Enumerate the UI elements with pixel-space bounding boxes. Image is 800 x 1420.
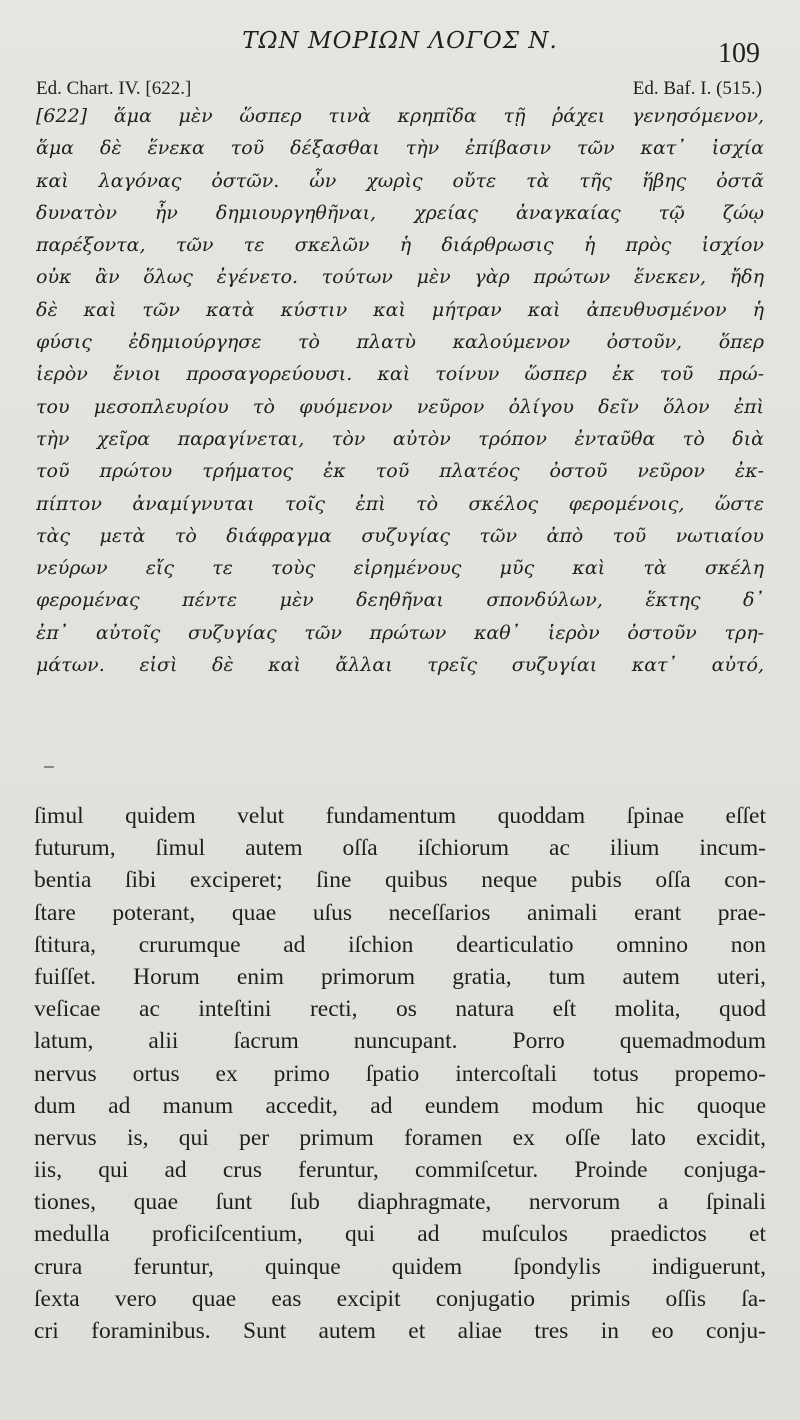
greek-text-line: οὐκ ἂν ὅλως ἐγένετο. τούτων μὲν γὰρ πρώτων ἕνεκεν, ἤδη: [36, 266, 764, 289]
greek-text-line: πίπτον ἀναμίγνυται τοῖς ἐπὶ τὸ σκέλος φερομένοις, ὥστε: [36, 492, 764, 515]
latin-text-line: fuiſſet. Horum enim primorum gratia, tum autem uteri,: [34, 963, 766, 990]
latin-text-line: bentia ſibi exciperet; ſine quibus neque pubis oſſa con-: [34, 867, 766, 894]
greek-text-line: τοῦ πρώτου τρήματος ἐκ τοῦ πλατέος ὀστοῦ νεῦρον ἐκ-: [36, 460, 764, 483]
greek-text-line: μάτων. εἰσὶ δὲ καὶ ἄλλαι τρεῖς συζυγίαι κατ᾽ αὐτό,: [36, 654, 764, 677]
latin-text-line: ſtitura, crurumque ad iſchion dearticulatio omnino non: [34, 931, 766, 958]
latin-text-line: medulla proficiſcentium, qui ad muſculos praedictos et: [34, 1221, 766, 1248]
latin-text-line: veſicae ac inteſtini recti, os natura eſt molita, quod: [34, 996, 766, 1023]
latin-text-line: dum ad manum accedit, ad eundem modum hic quoque: [34, 1092, 766, 1119]
latin-text-line: tiones, quae ſunt ſub diaphragmate, nervorum a ſpinali: [34, 1189, 766, 1216]
greek-text-line: τὴν χεῖρα παραγίνεται, τὸν αὐτὸν τρόπον ἐνταῦθα τὸ διὰ: [36, 427, 764, 450]
greek-text-line: καὶ λαγόνας ὀστῶν. ὧν χωρὶς οὔτε τὰ τῆς ἥβης ὀστᾶ: [36, 169, 764, 192]
latin-text-line: latum, alii ſacrum nuncupant. Porro quemadmodum: [34, 1028, 766, 1055]
greek-text-line: φύσις ἐδημιούργησε τὸ πλατὺ καλούμενον ὀστοῦν, ὅπερ: [36, 331, 764, 354]
greek-text-line: [622] ἅμα μὲν ὥσπερ τινὰ κρηπῖδα τῇ ῥάχει γενησόμενον,: [36, 105, 764, 127]
greek-text-line: ἱερὸν ἔνιοι προσαγορεύουσι. καὶ τοίνυν ὥσπερ ἐκ τοῦ πρώ-: [36, 363, 764, 386]
greek-text-line: νεύρων εἴς τε τοὺς εἰρημένους μῦς καὶ τὰ σκέλη: [36, 557, 764, 580]
greek-text-line: τὰς μετὰ τὸ διάφραγμα συζυγίας τῶν ἀπὸ τοῦ νωτιαίου: [36, 524, 764, 547]
latin-text-line: nervus is, qui per primum foramen ex oſſe lato excidit,: [34, 1124, 766, 1151]
latin-text-block: [34, 800, 766, 1347]
latin-text-line: crura feruntur, quinque quidem ſpondylis indiguerunt,: [34, 1253, 766, 1280]
greek-text-line: δὲ καὶ τῶν κατὰ κύστιν καὶ μήτραν καὶ ἀπευθυσμένον ἡ: [36, 298, 764, 321]
latin-text-line: ſtare poterant, quae uſus neceſſarios animali erant prae-: [34, 899, 766, 926]
section-divider-mark: [44, 766, 54, 768]
greek-text-line: ἅμα δὲ ἕνεκα τοῦ δέξασθαι τὴν ἐπίβασιν τῶν κατ᾽ ἰσχία: [36, 137, 764, 160]
greek-text-line: δυνατὸν ἦν δημιουργηθῆναι, χρείας ἀναγκαίας τῷ ζώῳ: [36, 201, 764, 224]
greek-text-block: [36, 100, 764, 681]
latin-text-line: iis, qui ad crus feruntur, commiſcetur. Proinde conjuga-: [34, 1157, 766, 1184]
page-number: 109: [718, 38, 760, 69]
greek-text-line: φερομένας πέντε μὲν δεηθῆναι σπονδύλων, ἕκτης δ᾽: [36, 589, 764, 612]
greek-text-line: του μεσοπλευρίου τὸ φυόμενον νεῦρον ὀλίγου δεῖν ὅλον ἐπὶ: [36, 395, 764, 418]
edition-chartier-reference: Ed. Chart. IV. [622.]: [36, 78, 192, 99]
latin-text-line: ſimul quidem velut fundamentum quoddam ſpinae eſſet: [34, 803, 766, 829]
latin-text-line: nervus ortus ex primo ſpatio intercoſtali totus propemo-: [34, 1060, 766, 1087]
running-title: ΤΩΝ ΜΟΡΙΩΝ ΛΟΓΟΣ Ν.: [242, 28, 558, 54]
edition-basel-reference: Ed. Baf. I. (515.): [632, 78, 762, 99]
latin-text-line: futurum, ſimul autem oſſa iſchiorum ac ilium incum-: [34, 835, 766, 862]
latin-text-line: cri foraminibus. Sunt autem et aliae tres in eo conju-: [34, 1318, 766, 1344]
latin-text-line: ſexta vero quae eas excipit conjugatio primis oſſis ſa-: [34, 1285, 766, 1312]
greek-text-line: ἐπ᾽ αὐτοῖς συζυγίας τῶν πρώτων καθ᾽ ἱερὸν ὀστοῦν τρη-: [36, 621, 764, 644]
greek-text-line: παρέξοντα, τῶν τε σκελῶν ἡ διάρθρωσις ἡ πρὸς ἰσχίον: [36, 234, 764, 257]
